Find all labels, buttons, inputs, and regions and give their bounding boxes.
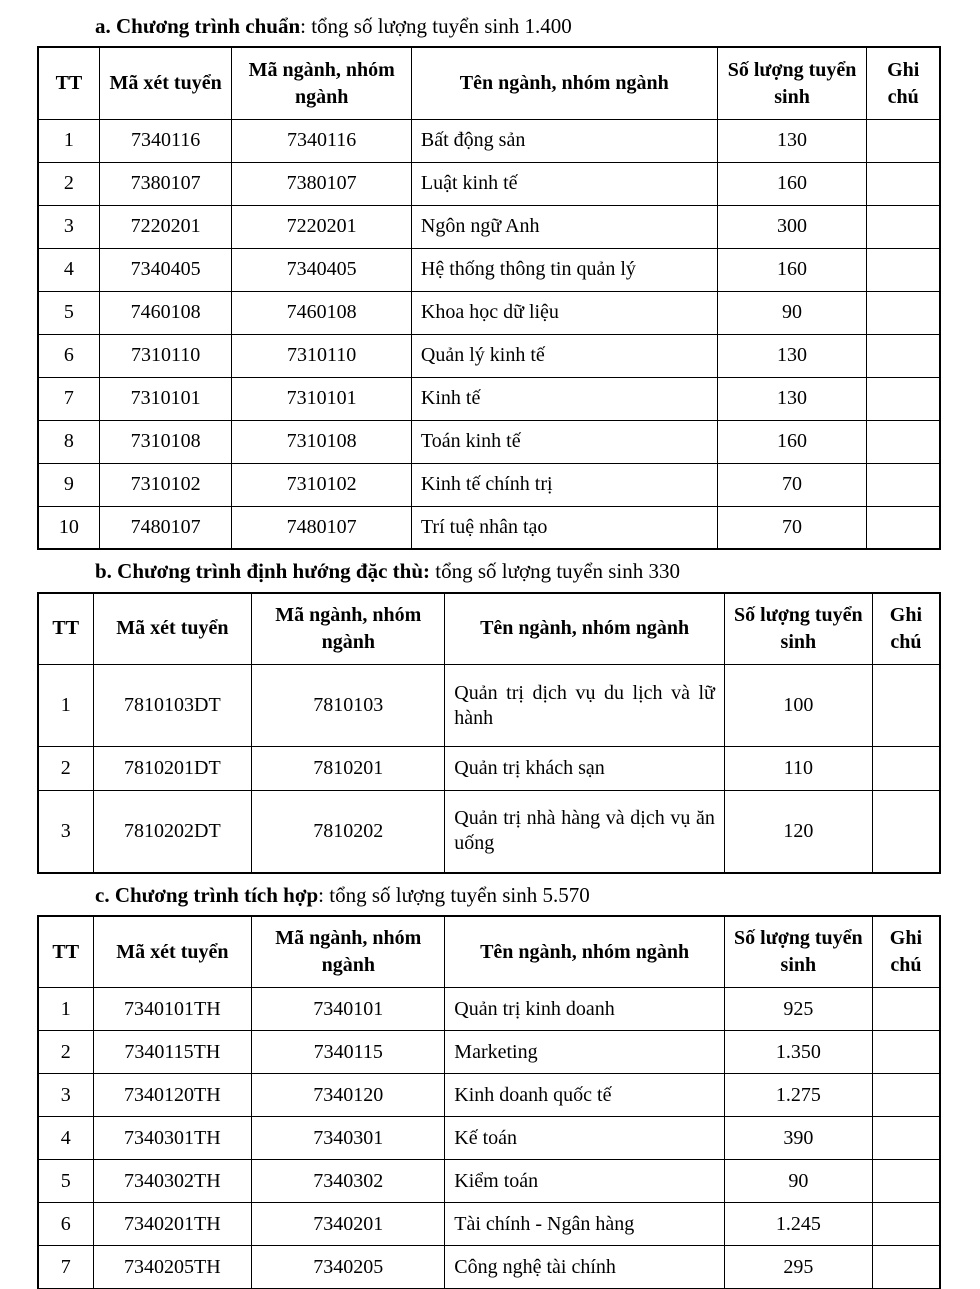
cell: 2: [38, 747, 93, 791]
table-row: [38, 1074, 940, 1117]
cell: 7340405: [232, 248, 411, 291]
section-a-title: [95, 13, 941, 39]
cell: 7340115: [252, 1031, 445, 1074]
cell: 7310102: [232, 463, 411, 506]
admission-table-specific-orientation-program: [37, 592, 941, 874]
cell: 7310108: [99, 420, 232, 463]
major-name-cell: Quản trị kinh doanh: [445, 988, 725, 1031]
cell: 7380107: [232, 162, 411, 205]
cell: 10: [38, 506, 99, 549]
major-name-cell: Quản trị dịch vụ du lịch và lữ hành: [445, 665, 725, 747]
column-header: Mã xét tuyển: [93, 593, 252, 665]
cell: 7810202: [252, 791, 445, 873]
cell: 8: [38, 420, 99, 463]
cell: [872, 1031, 940, 1074]
cell: 7340302: [252, 1160, 445, 1203]
cell: 6: [38, 334, 99, 377]
cell: 5: [38, 291, 99, 334]
section-c-title: [95, 882, 941, 908]
cell: 120: [724, 791, 872, 873]
cell: 3: [38, 205, 99, 248]
cell: 7310110: [99, 334, 232, 377]
cell: [867, 420, 940, 463]
table-row: [38, 665, 940, 747]
cell: 7340405: [99, 248, 232, 291]
cell: 4: [38, 1117, 93, 1160]
cell: 7310110: [232, 334, 411, 377]
cell: 7460108: [232, 291, 411, 334]
column-header: Số lượng tuyển sinh: [724, 916, 872, 988]
cell: 6: [38, 1203, 93, 1246]
cell: 7310102: [99, 463, 232, 506]
cell: [872, 791, 940, 873]
cell: 7810201DT: [93, 747, 252, 791]
cell: [867, 119, 940, 162]
cell: 7380107: [99, 162, 232, 205]
cell: 90: [724, 1160, 872, 1203]
section-c-title-rest: : tổng số lượng tuyển sinh 5.570: [318, 882, 590, 907]
cell: 7310101: [232, 377, 411, 420]
cell: 7480107: [99, 506, 232, 549]
cell: 7310101: [99, 377, 232, 420]
cell: 7: [38, 1246, 93, 1289]
table-row: [38, 1160, 940, 1203]
column-header: TT: [38, 916, 93, 988]
cell: [872, 1160, 940, 1203]
column-header: Mã xét tuyển: [93, 916, 252, 988]
major-name-cell: Quản lý kinh tế: [411, 334, 717, 377]
cell: 390: [724, 1117, 872, 1160]
cell: 7480107: [232, 506, 411, 549]
column-header: Tên ngành, nhóm ngành: [445, 593, 725, 665]
cell: [872, 1074, 940, 1117]
cell: 1: [38, 119, 99, 162]
cell: [867, 291, 940, 334]
header-row: [38, 47, 940, 119]
table-row: [38, 205, 940, 248]
column-header: Ghi chú: [872, 916, 940, 988]
cell: 7810201: [252, 747, 445, 791]
column-header: Mã ngành, nhóm ngành: [252, 593, 445, 665]
cell: 7340301TH: [93, 1117, 252, 1160]
cell: 2: [38, 1031, 93, 1074]
table-row: [38, 1203, 940, 1246]
cell: 7340201: [252, 1203, 445, 1246]
cell: [867, 248, 940, 291]
cell: [872, 665, 940, 747]
section-b-title-rest: tổng số lượng tuyển sinh 330: [430, 559, 680, 584]
column-header: Số lượng tuyển sinh: [717, 47, 867, 119]
column-header: Ghi chú: [867, 47, 940, 119]
table-row: [38, 506, 940, 549]
column-header: Số lượng tuyển sinh: [724, 593, 872, 665]
table-row: [38, 1031, 940, 1074]
section-c-title-bold: c. Chương trình tích hợp: [95, 882, 319, 907]
cell: 7340205TH: [93, 1246, 252, 1289]
major-name-cell: Kế toán: [445, 1117, 725, 1160]
section-b-title: [95, 558, 941, 584]
cell: 7810202DT: [93, 791, 252, 873]
major-name-cell: Kinh tế: [411, 377, 717, 420]
cell: 7220201: [232, 205, 411, 248]
cell: 7340201TH: [93, 1203, 252, 1246]
cell: 7340115TH: [93, 1031, 252, 1074]
cell: [867, 205, 940, 248]
major-name-cell: Công nghệ tài chính: [445, 1246, 725, 1289]
table-row: [38, 291, 940, 334]
table-row: [38, 162, 940, 205]
major-name-cell: Trí tuệ nhân tạo: [411, 506, 717, 549]
table-row: [38, 248, 940, 291]
table-row: [38, 1246, 940, 1289]
cell: [867, 162, 940, 205]
column-header: Tên ngành, nhóm ngành: [445, 916, 725, 988]
cell: 1: [38, 988, 93, 1031]
table-row: [38, 420, 940, 463]
cell: 7810103DT: [93, 665, 252, 747]
table-row: [38, 1117, 940, 1160]
section-a-title-bold: a. Chương trình chuẩn: [95, 14, 301, 38]
cell: 7220201: [99, 205, 232, 248]
column-header: TT: [38, 47, 99, 119]
major-name-cell: Ngôn ngữ Anh: [411, 205, 717, 248]
cell: 300: [717, 205, 867, 248]
cell: 7340116: [99, 119, 232, 162]
major-name-cell: Toán kinh tế: [411, 420, 717, 463]
cell: 7340101: [252, 988, 445, 1031]
cell: 1.275: [724, 1074, 872, 1117]
table-row: [38, 988, 940, 1031]
cell: 90: [717, 291, 867, 334]
major-name-cell: Quản trị nhà hàng và dịch vụ ăn uống: [445, 791, 725, 873]
cell: 7340302TH: [93, 1160, 252, 1203]
table-row: [38, 463, 940, 506]
cell: [867, 506, 940, 549]
major-name-cell: Tài chính - Ngân hàng: [445, 1203, 725, 1246]
cell: [867, 377, 940, 420]
major-name-cell: Luật kinh tế: [411, 162, 717, 205]
major-name-cell: Hệ thống thông tin quản lý: [411, 248, 717, 291]
major-name-cell: Quản trị khách sạn: [445, 747, 725, 791]
table-row: [38, 747, 940, 791]
cell: 2: [38, 162, 99, 205]
cell: 7340301: [252, 1117, 445, 1160]
major-name-cell: Kinh doanh quốc tế: [445, 1074, 725, 1117]
cell: 160: [717, 162, 867, 205]
cell: 3: [38, 1074, 93, 1117]
cell: 130: [717, 119, 867, 162]
column-header: Ghi chú: [872, 593, 940, 665]
cell: [872, 1117, 940, 1160]
header-row: [38, 916, 940, 988]
cell: [872, 1203, 940, 1246]
cell: 160: [717, 248, 867, 291]
admission-table-integrated-program: [37, 915, 941, 1289]
cell: [872, 747, 940, 791]
cell: [867, 334, 940, 377]
column-header: Mã xét tuyển: [99, 47, 232, 119]
cell: 5: [38, 1160, 93, 1203]
cell: 7460108: [99, 291, 232, 334]
admission-table-standard-program: [37, 46, 941, 550]
cell: 7340116: [232, 119, 411, 162]
cell: 7: [38, 377, 99, 420]
cell: 110: [724, 747, 872, 791]
major-name-cell: Bất động sản: [411, 119, 717, 162]
section-a-title-rest: : tổng số lượng tuyển sinh 1.400: [300, 14, 572, 38]
column-header: Mã ngành, nhóm ngành: [232, 47, 411, 119]
cell: 70: [717, 506, 867, 549]
cell: 1.245: [724, 1203, 872, 1246]
cell: 7340205: [252, 1246, 445, 1289]
cell: 7340120TH: [93, 1074, 252, 1117]
table-row: [38, 334, 940, 377]
major-name-cell: Marketing: [445, 1031, 725, 1074]
cell: 7340101TH: [93, 988, 252, 1031]
cell: 925: [724, 988, 872, 1031]
section-b-title-bold: b. Chương trình định hướng đặc thù:: [95, 559, 430, 584]
cell: 7340120: [252, 1074, 445, 1117]
column-header: Tên ngành, nhóm ngành: [411, 47, 717, 119]
cell: 130: [717, 334, 867, 377]
cell: 4: [38, 248, 99, 291]
major-name-cell: Khoa học dữ liệu: [411, 291, 717, 334]
header-row: [38, 593, 940, 665]
table-row: [38, 119, 940, 162]
cell: 7310108: [232, 420, 411, 463]
cell: [872, 988, 940, 1031]
cell: [872, 1246, 940, 1289]
column-header: TT: [38, 593, 93, 665]
cell: 295: [724, 1246, 872, 1289]
cell: 7810103: [252, 665, 445, 747]
cell: 1: [38, 665, 93, 747]
cell: 160: [717, 420, 867, 463]
major-name-cell: Kiểm toán: [445, 1160, 725, 1203]
cell: 100: [724, 665, 872, 747]
cell: 70: [717, 463, 867, 506]
cell: 9: [38, 463, 99, 506]
column-header: Mã ngành, nhóm ngành: [252, 916, 445, 988]
cell: 130: [717, 377, 867, 420]
cell: [867, 463, 940, 506]
cell: 1.350: [724, 1031, 872, 1074]
table-row: [38, 791, 940, 873]
table-row: [38, 377, 940, 420]
major-name-cell: Kinh tế chính trị: [411, 463, 717, 506]
cell: 3: [38, 791, 93, 873]
